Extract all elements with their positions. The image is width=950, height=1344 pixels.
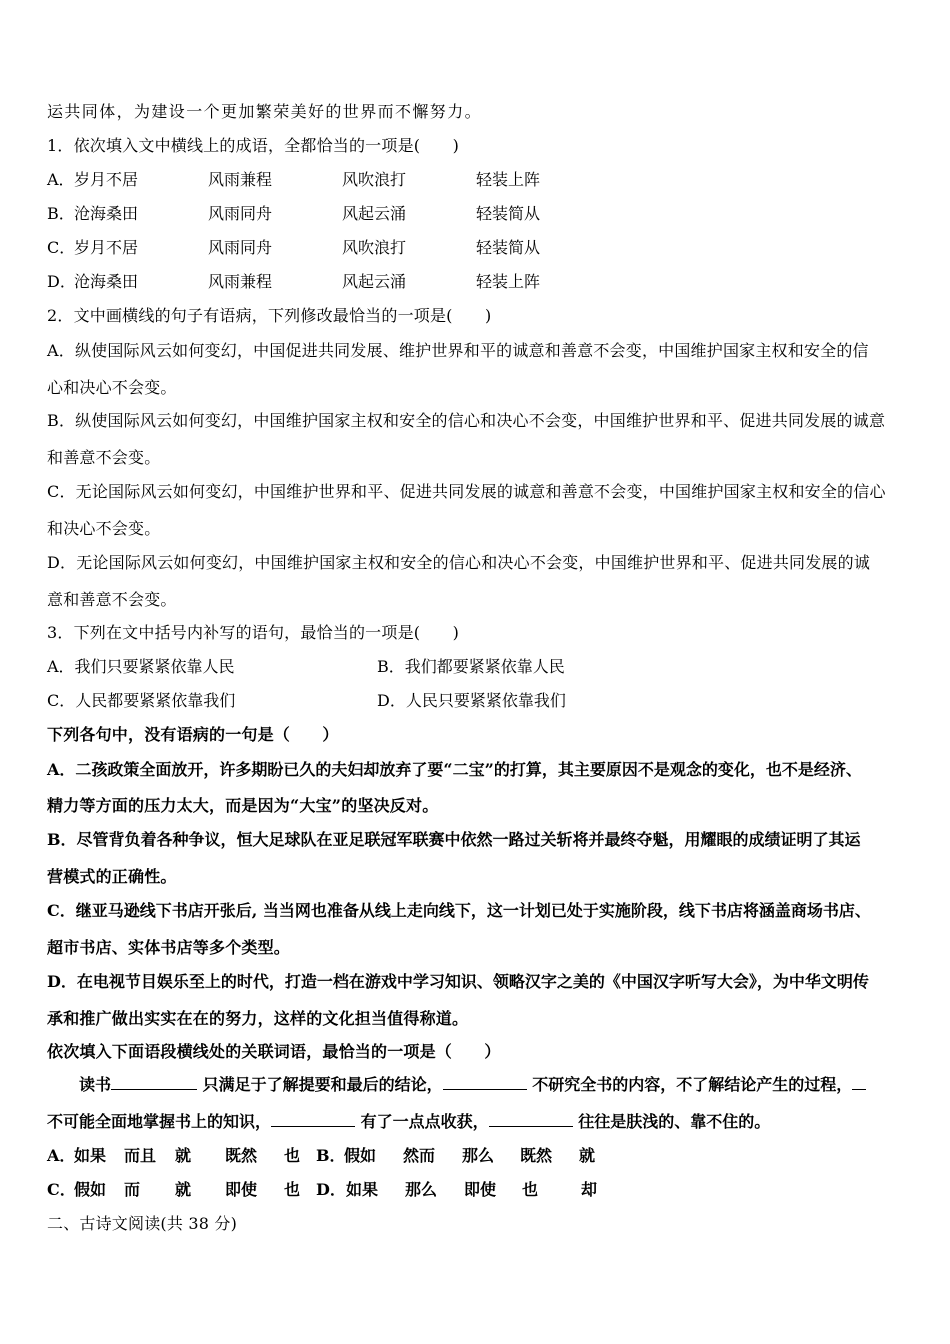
q5-option-item: 既然	[225, 1146, 258, 1165]
q4-option-b-cont: 营模式的正确性。	[47, 867, 177, 886]
q5-option-item: 也	[284, 1180, 301, 1199]
q5-option-item: 而且	[124, 1146, 157, 1165]
section-heading: 二、古诗文阅读(共 38 分)	[47, 1214, 238, 1233]
q3-option-a: A．我们只要紧紧依靠人民	[47, 657, 235, 676]
q2-option-b: B．纵使国际风云如何变幻，中国维护国家主权和安全的信心和决心不会变，中国维护世界和平、促进共同发展的诚意	[47, 411, 886, 430]
q5-option-item: 也	[522, 1180, 539, 1199]
q1-option-label: C．	[47, 238, 76, 257]
q1-option-item: 轻装简从	[476, 238, 541, 257]
q5-option-item: 而	[124, 1180, 141, 1199]
q5-option-item: 就	[175, 1180, 192, 1199]
q5-option-label: B．	[316, 1146, 346, 1165]
q5-option-item: 如果	[74, 1146, 107, 1165]
q2-option-c: C．无论国际风云如何变幻，中国维护世界和平、促进共同发展的诚意和善意不会变，中国维护国家主权和安全的信心	[47, 482, 886, 501]
q2-option-d-cont: 意和善意不会变。	[47, 590, 177, 609]
q3-stem: 3．下列在文中括号内补写的语句，最恰当的一项是( )	[47, 623, 460, 642]
q1-option-item: 风吹浪打	[342, 170, 407, 189]
q5-passage-seg: 不研究全书的内容，不了解结论产生的过程，	[532, 1075, 853, 1094]
q1-option-item: 轻装简从	[476, 204, 541, 223]
q1-option-item: 风雨兼程	[208, 272, 273, 291]
q1-option-label: B．	[47, 204, 75, 223]
q4-stem: 下列各句中，没有语病的一句是（ ）	[47, 725, 339, 744]
q5-option-item: 即使	[225, 1180, 258, 1199]
intro-line: 运共同体，为建设一个更加繁荣美好的世界而不懈努力。	[47, 102, 483, 121]
q2-stem: 2．文中画横线的句子有语病，下列修改最恰当的一项是( )	[47, 306, 492, 325]
q2-option-d: D．无论国际风云如何变幻，中国维护国家主权和安全的信心和决心不会变，中国维护世界和平、促进共同发展的诚	[47, 553, 871, 572]
q4-option-b: B．尽管背负着各种争议，恒大足球队在亚足联冠军联赛中依然一路过关斩将并最终夺魁，用耀眼的成绩证明了其运	[47, 830, 861, 849]
q1-option-item: 风起云涌	[342, 272, 407, 291]
q4-option-a-cont: 精力等方面的压力太大，而是因为“大宝”的坚决反对。	[47, 796, 439, 815]
fill-blank	[111, 1075, 197, 1090]
q1-option-item: 沧海桑田	[74, 272, 139, 291]
q5-option-label: A．	[47, 1146, 76, 1165]
q5-option-label: C．	[47, 1180, 76, 1199]
q2-option-a: A．纵使国际风云如何变幻，中国促进共同发展、维护世界和平的诚意和善意不会变，中国维护国家主权和安全的信	[47, 341, 869, 360]
q5-passage-seg: 有了一点点收获，	[360, 1112, 489, 1131]
q1-option-item: 岁月不居	[74, 238, 139, 257]
q1-option-item: 风雨兼程	[208, 170, 273, 189]
q3-option-c: C．人民都要紧紧依靠我们	[47, 691, 236, 710]
q5-option-item: 即使	[464, 1180, 497, 1199]
q1-option-item: 沧海桑田	[74, 204, 139, 223]
q5-stem: 依次填入下面语段横线处的关联词语，最恰当的一项是（ ）	[47, 1042, 501, 1061]
q1-option-label: A．	[47, 170, 75, 189]
q1-option-item: 风起云涌	[342, 204, 407, 223]
q2-option-b-cont: 和善意不会变。	[47, 448, 161, 467]
q4-option-d-cont: 承和推广做出实实在在的努力，这样的文化担当值得称道。	[47, 1009, 469, 1028]
q1-option-item: 风吹浪打	[342, 238, 407, 257]
q5-option-item: 也	[284, 1146, 301, 1165]
fill-blank	[852, 1075, 866, 1090]
q2-option-c-cont: 和决心不会变。	[47, 519, 161, 538]
q1-option-item: 风雨同舟	[208, 204, 273, 223]
q5-passage-seg: 读书	[79, 1075, 112, 1094]
q2-option-a-cont: 心和决心不会变。	[47, 378, 177, 397]
q4-option-c: C．继亚马逊线下书店开张后, 当当网也准备从线上走向线下，这一计划已处于实施阶段，线下书店将涵盖商场书店、	[47, 901, 871, 920]
q5-option-item: 如果	[346, 1180, 379, 1199]
fill-blank	[443, 1075, 527, 1090]
q1-option-label: D．	[47, 272, 76, 291]
q5-option-item: 那么	[405, 1180, 438, 1199]
q4-option-c-cont: 超市书店、实体书店等多个类型。	[47, 938, 291, 957]
q5-option-item: 就	[579, 1146, 596, 1165]
q5-option-item: 就	[175, 1146, 192, 1165]
q5-option-item: 假如	[344, 1146, 377, 1165]
q3-option-b: B．我们都要紧紧依靠人民	[377, 657, 565, 676]
q5-passage-seg: 不可能全面地掌握书上的知识，	[47, 1112, 272, 1131]
q5-passage-seg: 往往是肤浅的、靠不住的。	[578, 1112, 771, 1131]
q5-option-item: 那么	[462, 1146, 495, 1165]
q1-stem: 1．依次填入文中横线上的成语，全都恰当的一项是( )	[47, 136, 460, 155]
q5-option-item: 既然	[520, 1146, 553, 1165]
fill-blank	[489, 1112, 573, 1127]
q1-option-item: 轻装上阵	[476, 272, 541, 291]
q4-option-a: A．二孩政策全面放开，许多期盼已久的夫妇却放弃了要“二宝”的打算，其主要原因不是观念的变化，也不是经济、	[47, 760, 862, 779]
q3-option-d: D．人民只要紧紧依靠我们	[377, 691, 566, 710]
q5-option-item: 然而	[403, 1146, 436, 1165]
q5-option-item: 却	[581, 1180, 598, 1199]
q5-option-item: 假如	[74, 1180, 107, 1199]
q5-passage-line2	[47, 1112, 770, 1132]
q4-option-d: D．在电视节目娱乐至上的时代，打造一档在游戏中学习知识、领略汉字之美的《中国汉字听写大会》，为中华文明传	[47, 972, 869, 991]
q5-passage-seg: 只满足于了解提要和最后的结论，	[202, 1075, 443, 1094]
q1-option-item: 风雨同舟	[208, 238, 273, 257]
q5-option-label: D．	[316, 1180, 346, 1199]
q1-option-item: 轻装上阵	[476, 170, 541, 189]
q1-option-item: 岁月不居	[74, 170, 139, 189]
fill-blank	[271, 1112, 355, 1127]
q5-passage-line1	[79, 1075, 866, 1095]
